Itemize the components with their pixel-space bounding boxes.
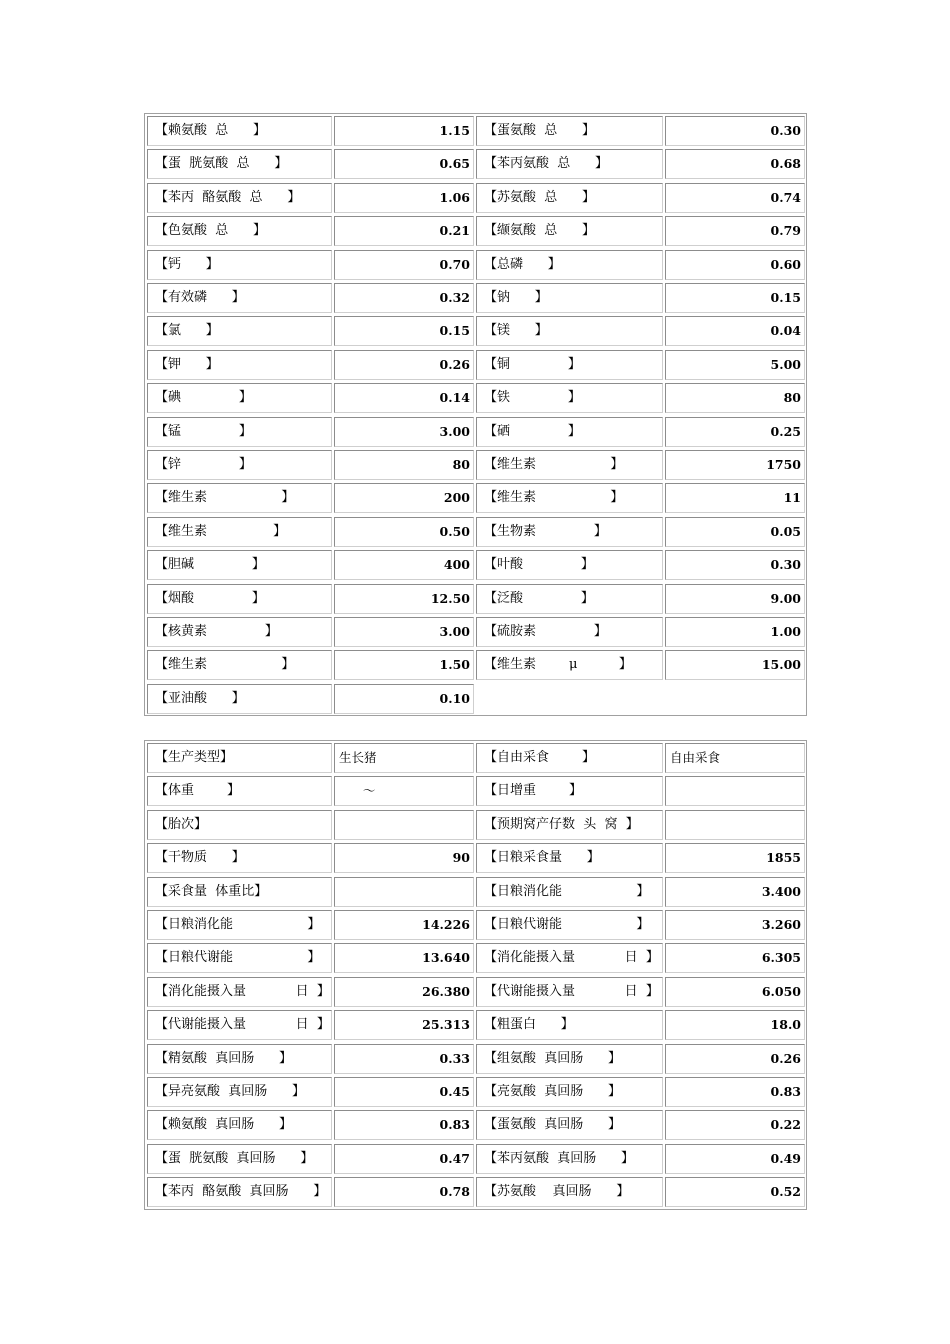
table-row [145, 381, 806, 414]
row-value: 0.30 [665, 116, 805, 146]
row-value: 0.21 [334, 216, 474, 246]
row-label: 【日粮消化能 】 [147, 910, 332, 940]
row-label: 【维生素 】 [147, 483, 332, 513]
table-row [145, 314, 806, 347]
row-value: 0.74 [665, 183, 805, 213]
row-value: 0.83 [665, 1077, 805, 1107]
table-row [145, 515, 806, 548]
table-row [145, 648, 806, 681]
row-label: 【色氨酸 总 】 [147, 216, 332, 246]
row-value: 26.380 [334, 977, 474, 1007]
row-label: 【总磷 】 [476, 250, 663, 280]
row-label: 【氯 】 [147, 316, 332, 346]
row-label: 【组氨酸 真回肠 】 [476, 1044, 663, 1074]
table-row [145, 281, 806, 314]
row-value: 0.47 [334, 1144, 474, 1174]
row-value: 0.79 [665, 216, 805, 246]
row-label: 【日粮代谢能 】 [147, 943, 332, 973]
row-value: 0.14 [334, 383, 474, 413]
row-value: 0.78 [334, 1177, 474, 1207]
row-value: 1750 [665, 450, 805, 480]
row-label: 【蛋 胱氨酸 总 】 [147, 149, 332, 179]
row-label: 【硫胺素 】 [476, 617, 663, 647]
table-row [145, 448, 806, 481]
row-label: 【异亮氨酸 真回肠 】 [147, 1077, 332, 1107]
nutrient-table-1 [144, 113, 807, 716]
row-label: 【自由采食 】 [476, 743, 663, 773]
row-label: 【亮氨酸 真回肠 】 [476, 1077, 663, 1107]
row-value [334, 810, 474, 840]
row-label: 【代谢能摄入量 日 】 [147, 1010, 332, 1040]
row-label: 【碘 】 [147, 383, 332, 413]
table-row [145, 548, 806, 581]
row-value: 200 [334, 483, 474, 513]
table-row [145, 1175, 806, 1208]
table-row [145, 875, 806, 908]
row-value: 0.26 [334, 350, 474, 380]
table-row [145, 214, 806, 247]
row-label: 【苏氨酸 总 】 [476, 183, 663, 213]
row-label: 【锰 】 [147, 417, 332, 447]
row-label: 【体重 】 [147, 776, 332, 806]
row-label: 【亚油酸 】 [147, 684, 332, 714]
row-value: 25.313 [334, 1010, 474, 1040]
row-value: 0.60 [665, 250, 805, 280]
row-label: 【维生素 】 [476, 450, 663, 480]
table-row [145, 975, 806, 1008]
row-value: 400 [334, 550, 474, 580]
row-label: 【苏氨酸 真回肠 】 [476, 1177, 663, 1207]
row-label: 【铁 】 [476, 383, 663, 413]
row-label: 【维生素 】 [147, 517, 332, 547]
row-label: 【维生素 】 [476, 483, 663, 513]
nutrient-table-2 [144, 740, 807, 1210]
row-value: 0.30 [665, 550, 805, 580]
row-label: 【蛋 胱氨酸 真回肠 】 [147, 1144, 332, 1174]
row-label: 【日增重 】 [476, 776, 663, 806]
row-value: 0.52 [665, 1177, 805, 1207]
row-value: 自由采食 [665, 743, 805, 773]
row-label: 【铜 】 [476, 350, 663, 380]
table-row [145, 1142, 806, 1175]
row-value: 3.00 [334, 617, 474, 647]
row-value: 80 [665, 383, 805, 413]
row-label: 【预期窝产仔数 头 窝 】 [476, 810, 663, 840]
row-value: 3.260 [665, 910, 805, 940]
row-value: 0.15 [334, 316, 474, 346]
row-value: 6.050 [665, 977, 805, 1007]
row-value: 生长猪 [334, 743, 474, 773]
row-label: 【蛋氨酸 真回肠 】 [476, 1110, 663, 1140]
row-value: 0.65 [334, 149, 474, 179]
row-value: 11 [665, 483, 805, 513]
row-value: 0.15 [665, 283, 805, 313]
row-label: 【胆碱 】 [147, 550, 332, 580]
row-label: 【采食量 体重比】 [147, 877, 332, 907]
row-label: 【生产类型】 [147, 743, 332, 773]
row-label: 【缬氨酸 总 】 [476, 216, 663, 246]
row-label: 【赖氨酸 总 】 [147, 116, 332, 146]
table-row [145, 941, 806, 974]
row-value: 6.305 [665, 943, 805, 973]
row-value: 0.33 [334, 1044, 474, 1074]
row-value: 1.00 [665, 617, 805, 647]
table-row [145, 615, 806, 648]
row-label: 【代谢能摄入量 日 】 [476, 977, 663, 1007]
row-label: 【钠 】 [476, 283, 663, 313]
table-row [145, 682, 806, 715]
row-label: 【蛋氨酸 总 】 [476, 116, 663, 146]
row-label: 【镁 】 [476, 316, 663, 346]
row-label: 【苯丙 酪氨酸 真回肠 】 [147, 1177, 332, 1207]
row-value: 0.68 [665, 149, 805, 179]
row-value: 0.10 [334, 684, 474, 714]
table-row [145, 415, 806, 448]
row-label: 【粗蛋白 】 [476, 1010, 663, 1040]
row-label: 【日粮代谢能 】 [476, 910, 663, 940]
row-value: 1.50 [334, 650, 474, 680]
row-value: 0.70 [334, 250, 474, 280]
table-row [145, 808, 806, 841]
row-label: 【锌 】 [147, 450, 332, 480]
row-value [665, 776, 805, 806]
table-row [145, 908, 806, 941]
table-row [145, 181, 806, 214]
row-label: 【日粮采食量 】 [476, 843, 663, 873]
row-label: 【消化能摄入量 日 】 [476, 943, 663, 973]
row-label: 【烟酸 】 [147, 584, 332, 614]
row-value: 3.00 [334, 417, 474, 447]
row-label: 【干物质 】 [147, 843, 332, 873]
row-value: ～ [334, 776, 474, 806]
row-value [665, 810, 805, 840]
row-label: 【维生素 μ 】 [476, 650, 663, 680]
row-value: 13.640 [334, 943, 474, 973]
table-row [145, 481, 806, 514]
row-label: 【钾 】 [147, 350, 332, 380]
row-value: 15.00 [665, 650, 805, 680]
row-value: 0.05 [665, 517, 805, 547]
row-value: 1.15 [334, 116, 474, 146]
row-label: 【泛酸 】 [476, 584, 663, 614]
row-label: 【生物素 】 [476, 517, 663, 547]
row-value: 0.25 [665, 417, 805, 447]
table-row [145, 582, 806, 615]
row-value: 90 [334, 843, 474, 873]
row-value: 9.00 [665, 584, 805, 614]
row-label: 【苯丙氨酸 真回肠 】 [476, 1144, 663, 1174]
row-label: 【胎次】 [147, 810, 332, 840]
table-row [145, 248, 806, 281]
row-value: 80 [334, 450, 474, 480]
row-value: 18.0 [665, 1010, 805, 1040]
row-label: 【苯丙 酪氨酸 总 】 [147, 183, 332, 213]
row-value: 1855 [665, 843, 805, 873]
row-label: 【赖氨酸 真回肠 】 [147, 1110, 332, 1140]
row-value: 0.04 [665, 316, 805, 346]
table-row [145, 348, 806, 381]
row-label: 【日粮消化能 】 [476, 877, 663, 907]
table-row [145, 1108, 806, 1141]
row-value: 0.22 [665, 1110, 805, 1140]
table-row [145, 741, 806, 774]
row-value: 0.49 [665, 1144, 805, 1174]
row-label: 【消化能摄入量 日 】 [147, 977, 332, 1007]
table-row [145, 774, 806, 807]
table-row [145, 1075, 806, 1108]
row-value: 1.06 [334, 183, 474, 213]
row-value: 0.50 [334, 517, 474, 547]
row-value [334, 877, 474, 907]
row-label: 【钙 】 [147, 250, 332, 280]
table-row [145, 147, 806, 180]
row-value: 5.00 [665, 350, 805, 380]
table-row [145, 1042, 806, 1075]
table-row [145, 1008, 806, 1041]
row-label: 【精氨酸 真回肠 】 [147, 1044, 332, 1074]
row-value: 14.226 [334, 910, 474, 940]
row-value: 0.45 [334, 1077, 474, 1107]
table-row [145, 841, 806, 874]
row-value: 0.32 [334, 283, 474, 313]
row-label: 【叶酸 】 [476, 550, 663, 580]
table-row [145, 114, 806, 147]
row-label: 【苯丙氨酸 总 】 [476, 149, 663, 179]
row-label: 【有效磷 】 [147, 283, 332, 313]
row-label: 【核黄素 】 [147, 617, 332, 647]
row-label: 【维生素 】 [147, 650, 332, 680]
row-value: 12.50 [334, 584, 474, 614]
row-value: 0.26 [665, 1044, 805, 1074]
row-label: 【硒 】 [476, 417, 663, 447]
row-value: 0.83 [334, 1110, 474, 1140]
row-value: 3.400 [665, 877, 805, 907]
